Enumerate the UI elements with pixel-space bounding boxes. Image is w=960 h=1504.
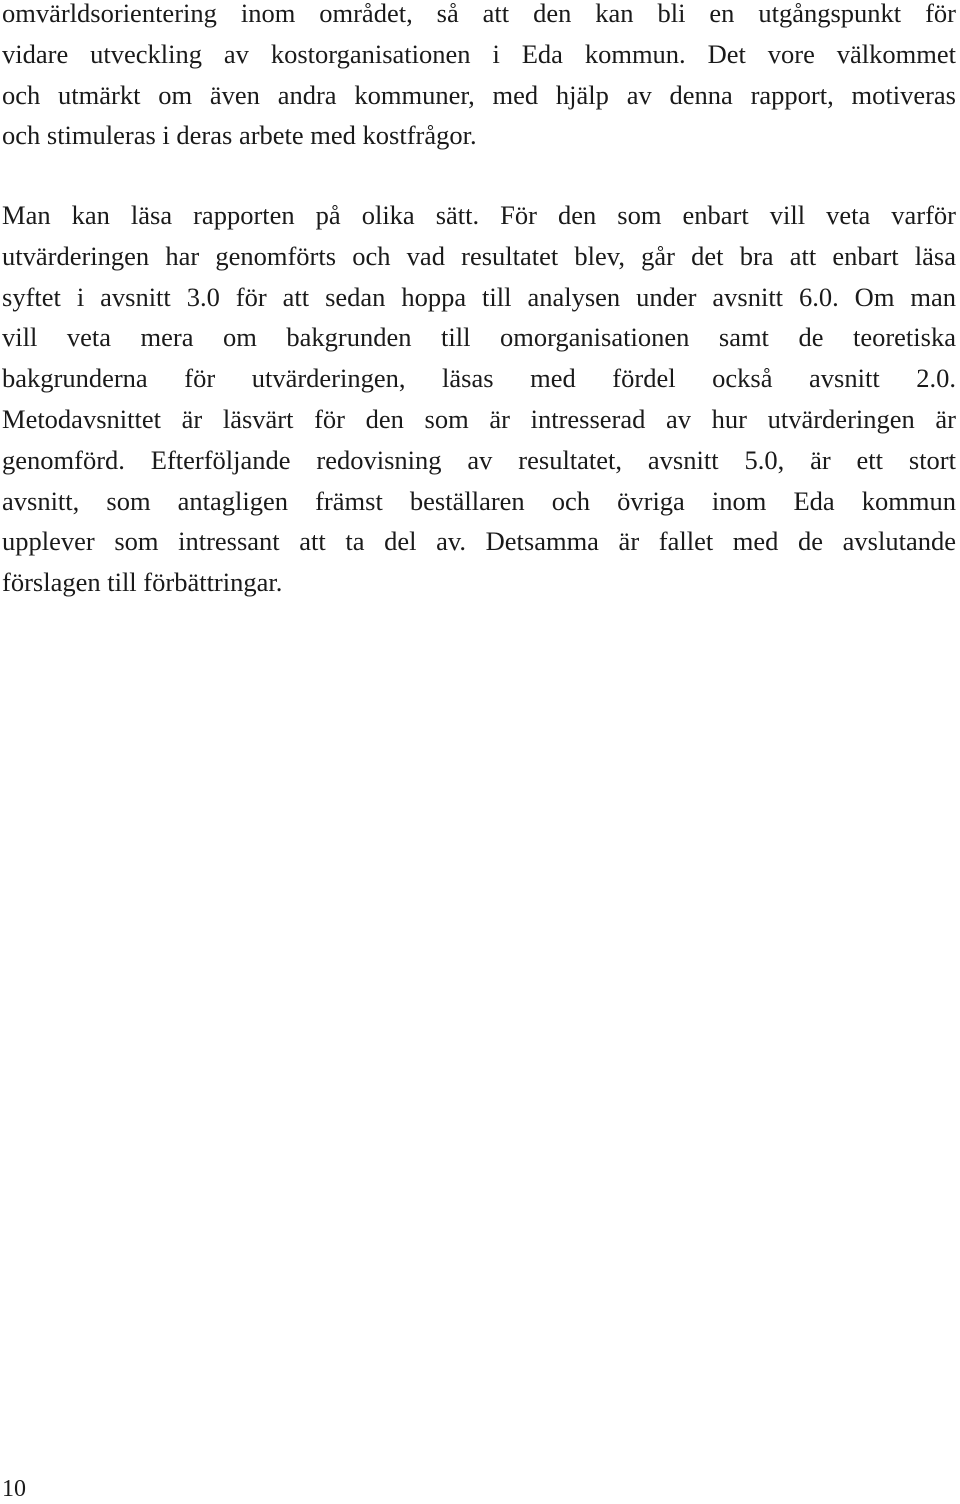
page-number: 10 (2, 1476, 26, 1502)
text-line: syftet i avsnitt 3.0 för att sedan hoppa till analysen under avsnitt 6.0. Om man (2, 281, 956, 312)
text-line: utvärderingen har genomförts och vad resultatet blev, går det bra att enbart läsa (2, 240, 956, 271)
paragraph-intro-continuation (2, 0, 956, 156)
text-line: och utmärkt om även andra kommuner, med hjälp av denna rapport, motiveras (2, 79, 956, 110)
text-line: upplever som intressant att ta del av. Detsamma är fallet med de avslutande (2, 526, 956, 557)
text-line: avsnitt, som antagligen främst beställaren och övriga inom Eda kommun (2, 485, 956, 516)
text-line: bakgrunderna för utvärderingen, läsas med fördel också avsnitt 2.0. (2, 363, 956, 394)
text-line: och stimuleras i deras arbete med kostfrågor. (2, 120, 477, 151)
text-line: omvärldsorientering inom området, så att den kan bli en utgångspunkt för (2, 0, 956, 28)
text-line: Man kan läsa rapporten på olika sätt. För den som enbart vill veta varför (2, 200, 956, 230)
paragraph-reading-guide (2, 195, 956, 603)
text-line: genomförd. Efterföljande redovisning av resultatet, avsnitt 5.0, är ett stort (2, 444, 956, 475)
text-line: Metodavsnittet är läsvärt för den som är intresserad av hur utvärderingen är (2, 403, 956, 434)
text-line: förslagen till förbättringar. (2, 567, 283, 598)
text-line: vidare utveckling av kostorganisationen i Eda kommun. Det vore välkommet (2, 38, 956, 69)
text-line: vill veta mera om bakgrunden till omorganisationen samt de teoretiska (2, 322, 956, 353)
